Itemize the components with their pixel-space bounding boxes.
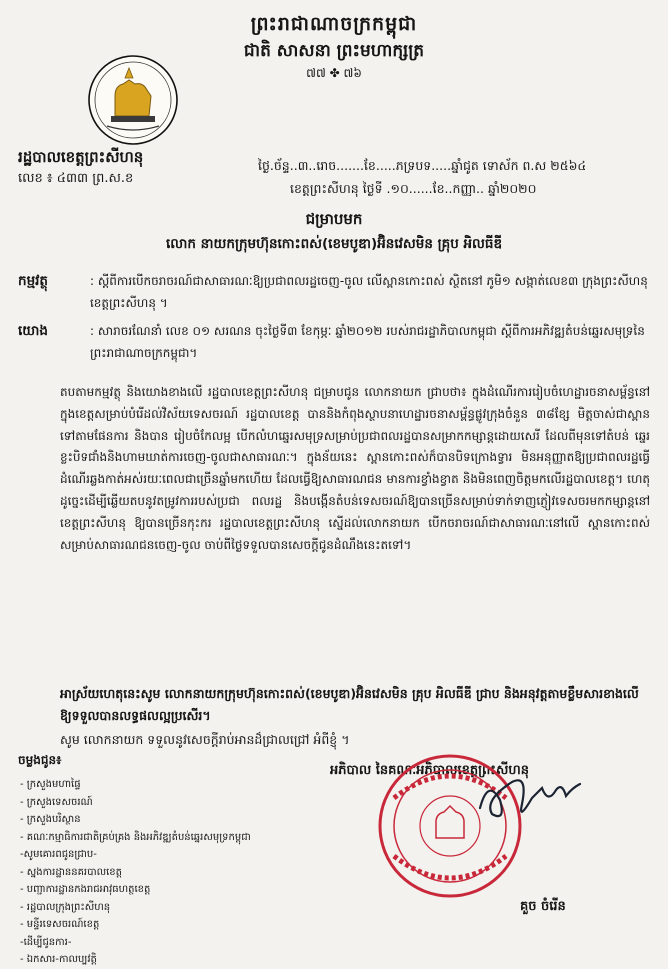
subject-text: : ស្តីពីការបើកចរាចរណ៍ជាសាធារណៈឱ្យប្រជាពលរដ្ឋចេញ-ចូល លើស្ពានកោះពស់ ស្ថិតនៅ ភូមិ១ សង្កាត់លេខ៣ ក្រុងព្រះសីហនុ ខេត្តព្រះសីហនុ ។ [90,274,648,310]
reference-number: លេខ ៖ ៤៣៣ ព្រ.ស.ខ [18,171,134,186]
salutation: ជម្រាបមក [305,210,363,228]
motto-ornament: ៧៧ ✤ ៧៦ [306,66,362,80]
cc-item: -ដើម្បីជូនការ- [20,936,72,948]
cc-title: ចម្លងជូន៖ [18,753,62,767]
cc-item: -សូមគោរពជូនជ្រាប- [20,849,97,860]
body-paragraph-main: តបតាមកម្មវត្ថុ និងយោងខាងលើ រដ្ឋបាលខេត្តព្រះសីហនុ ជម្រាបជូន លោកនាយក ជ្រាបថា៖ ក្នុងដំណើរការរៀបចំហេដ្ឋារចនាសម្ព័ន្ធនៅក្នុងខេត្តសម្រាប់បំរើដល់វិស័យទេសចរណ៍ រដ្ឋបាលខេត្ត បាននិងកំពុងស្ថាបនាហេដ្ឋារចនាសម្ព័ន្ធផ្លូវក្រុងចំនួន ៣៨ខ្សែ មិត្តចាស់ជាស្ពានទៅតាមផែនការ និងបាន រៀបចំកែលម្អ បើកលំហឆ្នេរសមុទ្រសម្រាប់ប្រជាពលរដ្ឋបានសម្រាកកម្សាន្តដោយសេរី ដែលពីមុនទៅតំបន់ ឆ្នេរខ្លះបិទជាំងនិងហាមឃាត់ការចេញ-ចូលជាសាធារណៈ។ ក្នុងន័យនេះ ស្ពានកោះពស់ក៏បានបិទក្រោងទ្វារ មិនអនុញ្ញាតឱ្យប្រជាពលរដ្ឋធ្វើដំណើរឆ្លងកាត់អស់រយៈពេលជាច្រើនឆ្នាំមកហើយ ដែលធ្វើឱ្យសាធារណជន មានការខ្វាំងខ្វាត និងមិនពេញចិត្តមកលើរដ្ឋបាលខេត្ត។ ហេតុដូច្នេះដើម្បីឆ្លើយតបនូវតម្រូវការរបស់ប្រជា ពលរដ្ឋ និងបង្កើនតំបន់ទេសចរណ៍ឱ្យបានច្រើនសម្រាប់ទាក់ទាញភ្ញៀវទេសចរមកកម្សាន្តនៅខេត្តព្រះសីហនុ ឱ្យបានច្រើនកុះករ រដ្ឋបាលខេត្តព្រះសីហនុ ស្នើដល់លោកនាយក បើកចរាចរណ៍ជាសាធារណៈនៅលើ ស្ពានកោះពស់ សម្រាប់សាធារណជនចេញ-ចូល ចាប់ពីថ្ងៃទទួលបានសេចក្តីជូនដំណឹងនេះតទៅ។ [60,385,650,552]
closing-line: សូម លោកនាយក ទទួលនូវសេចក្តីរាប់អានដ៏ជ្រាលជ្រៅ អំពីខ្ញុំ ។ [60,732,350,747]
solar-date-line: ខេត្តព្រះសីហនុ ថ្ងៃទី .១០......ខែ..កញ្ញា.. ឆ្នាំ២០២០ [290,181,537,196]
cc-item: - ក្រសួងមហាផ្ទៃ [20,779,81,790]
handwritten-signature-icon [470,760,600,840]
cc-item: - បញ្ជាការដ្ឋានកងរាជអាវុធហត្ថខេត្ត [20,884,151,895]
signatory-name: គួច ចំរើន [520,899,566,914]
cc-item: - គណៈកម្មាធិការជាតិគ្រប់គ្រង និងអភិវឌ្ឍតំបន់ឆ្នេរសមុទ្រកម្ពុជា [20,831,251,843]
national-motto: ជាតិ សាសនា ព្រះមហាក្សត្រ [243,41,425,61]
provincial-emblem-icon [85,52,181,148]
kingdom-heading: ព្រះរាជាណាចក្រកម្ពុជា [250,13,418,35]
signatory-title: អភិបាល នៃគណៈអភិបាលខេត្តព្រះសីហនុ [330,763,529,778]
reference-text: : សារាចរណែនាំ លេខ ០១ សរណន ចុះថ្ងៃទី៣ ខែកុម្ភៈ ឆ្នាំ២០១២ របស់រាជរដ្ឋាភិបាលកម្ពុជា ស្តីពីការអភិវឌ្ឍតំបន់ឆ្នេរសមុទ្រនៃព្រះរាជាណាចក្រកម្ពុជា។ [90,324,645,360]
cc-item: - រដ្ឋបាលក្រុងព្រះសីហនុ [20,901,111,913]
cc-item: - មន្ទីរទេសចរណ៍ខេត្ត [20,919,100,930]
subject-label: កម្មវត្ថុ [18,273,48,289]
lunar-date-line: ថ្ងៃ.ច័ន្ទ..៣..រោច.......ខែ.....ភទ្របទ.....ឆ្នាំជូត ទោស័ក ព.ស ២៥៦៤ [258,158,587,173]
cc-item: - ក្រសួងបរិស្ថាន [20,814,81,825]
cc-item: - ក្រសួងទេសចរណ៍ [20,796,93,808]
cc-item: - ស្នងការដ្ឋាននគរបាលខេត្ត [20,866,123,878]
cc-item: - ឯកសារ-កាលប្បវត្តិ [20,954,97,965]
sender-organization: រដ្ឋបាលខេត្តព្រះសីហនុ [18,148,144,166]
cc-list [20,776,340,969]
recipient-name: លោក នាយកក្រុមហ៊ុនកោះពស់(ខេមបូឌា)អ៊ិនវេសមិន គ្រុប អិលធីឌី [165,236,503,252]
body-paragraph-request: អាស្រ័យហេតុនេះសូម លោកនាយកក្រុមហ៊ុនកោះពស់(ខេមបូឌា)អ៊ិនវេសមិន គ្រុប អិលធីឌី ជ្រាប និងអនុវត្តតាមខ្លឹមសារខាងលើឱ្យទទួលបានលទ្ធផលល្អប្រសើរ។ [60,686,639,723]
reference-label: យោង [18,323,48,339]
